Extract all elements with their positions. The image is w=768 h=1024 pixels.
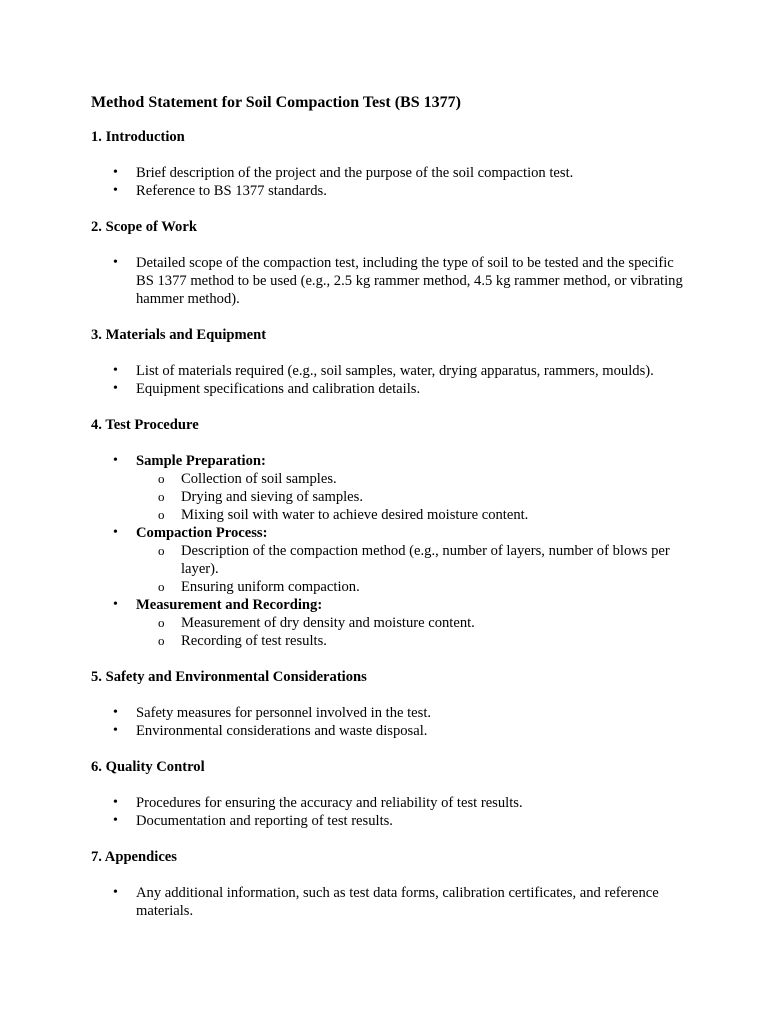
- list-item-text: Any additional information, such as test data forms, calibration certificates, and reference materials.: [136, 885, 659, 919]
- document-body: [91, 128, 691, 920]
- bullet-icon: •: [113, 525, 118, 540]
- document-page: [91, 92, 691, 938]
- section-heading: 6. Quality Control: [91, 759, 205, 775]
- bullet-list: [91, 794, 691, 830]
- sub-list: [136, 470, 691, 524]
- list-item: [91, 380, 691, 398]
- bullet-icon: •: [113, 723, 118, 738]
- list-item: [91, 362, 691, 380]
- list-item: [91, 254, 691, 308]
- bullet-list: [91, 362, 691, 398]
- sub-list-item-text: Ensuring uniform compaction.: [181, 579, 360, 595]
- bullet-list: [91, 884, 691, 920]
- sub-list-item: [136, 542, 691, 578]
- bullet-icon: •: [113, 255, 118, 270]
- list-item-text: Safety measures for personnel involved in the test.: [136, 705, 432, 721]
- bullet-icon: •: [113, 813, 118, 828]
- bullet-icon: •: [113, 165, 118, 180]
- list-item: [91, 704, 691, 722]
- list-item-text: Environmental considerations and waste disposal.: [136, 723, 428, 739]
- list-item: [91, 722, 691, 740]
- sub-bullet-icon: o: [158, 615, 165, 630]
- list-item-label: Measurement and Recording:: [136, 597, 323, 613]
- bullet-icon: •: [113, 363, 118, 378]
- list-item-text: Detailed scope of the compaction test, including the type of soil to be tested and the specific BS 1377 method to be used (e.g., 2.5 kg rammer method, 4.5 kg rammer method, or vibrating hammer method).: [136, 255, 683, 307]
- sub-list-item: [136, 470, 691, 488]
- list-item: [91, 812, 691, 830]
- list-item: [91, 794, 691, 812]
- section-heading: 3. Materials and Equipment: [91, 327, 267, 343]
- list-item-text: List of materials required (e.g., soil samples, water, drying apparatus, rammers, moulds).: [136, 363, 654, 379]
- document-title: Method Statement for Soil Compaction Test (BS 1377): [91, 94, 461, 111]
- sub-list: [136, 542, 691, 596]
- section-heading: 5. Safety and Environmental Considerations: [91, 669, 367, 685]
- bullet-icon: •: [113, 381, 118, 396]
- section-heading: 2. Scope of Work: [91, 219, 197, 235]
- bullet-icon: •: [113, 597, 118, 612]
- list-item: [91, 596, 691, 650]
- list-item: [91, 524, 691, 596]
- section-heading: 1. Introduction: [91, 129, 185, 145]
- list-item: [91, 182, 691, 200]
- sub-list-item: [136, 614, 691, 632]
- sub-list-item-text: Collection of soil samples.: [181, 471, 337, 487]
- sub-list-item-text: Mixing soil with water to achieve desired moisture content.: [181, 507, 529, 523]
- bullet-icon: •: [113, 183, 118, 198]
- sub-list-item: [136, 506, 691, 524]
- list-item-label: Sample Preparation:: [136, 453, 266, 469]
- sub-bullet-icon: o: [158, 507, 165, 522]
- list-item-text: Brief description of the project and the purpose of the soil compaction test.: [136, 165, 574, 181]
- list-item: [91, 884, 691, 920]
- list-item-text: Reference to BS 1377 standards.: [136, 183, 327, 199]
- list-item-text: Equipment specifications and calibration details.: [136, 381, 421, 397]
- sub-list-item-text: Description of the compaction method (e.g., number of layers, number of blows per layer).: [181, 543, 670, 577]
- sub-list-item: [136, 632, 691, 650]
- section-heading: 7. Appendices: [91, 849, 177, 865]
- sub-list-item-text: Measurement of dry density and moisture content.: [181, 615, 475, 631]
- list-item-text: Documentation and reporting of test results.: [136, 813, 393, 829]
- bullet-list: [91, 254, 691, 308]
- list-item: [91, 164, 691, 182]
- bullet-icon: •: [113, 453, 118, 468]
- bullet-icon: •: [113, 795, 118, 810]
- bullet-icon: •: [113, 705, 118, 720]
- bullet-list: [91, 452, 691, 650]
- bullet-list: [91, 164, 691, 200]
- sub-bullet-icon: o: [158, 543, 165, 558]
- list-item: [91, 452, 691, 524]
- bullet-icon: •: [113, 885, 118, 900]
- sub-list-item-text: Recording of test results.: [181, 633, 327, 649]
- sub-list-item: [136, 578, 691, 596]
- sub-list: [136, 614, 691, 650]
- list-item-label: Compaction Process:: [136, 525, 268, 541]
- section-heading: 4. Test Procedure: [91, 417, 199, 433]
- sub-bullet-icon: o: [158, 633, 165, 648]
- sub-bullet-icon: o: [158, 471, 165, 486]
- sub-list-item: [136, 488, 691, 506]
- list-item-text: Procedures for ensuring the accuracy and reliability of test results.: [136, 795, 523, 811]
- sub-list-item-text: Drying and sieving of samples.: [181, 489, 363, 505]
- sub-bullet-icon: o: [158, 579, 165, 594]
- bullet-list: [91, 704, 691, 740]
- sub-bullet-icon: o: [158, 489, 165, 504]
